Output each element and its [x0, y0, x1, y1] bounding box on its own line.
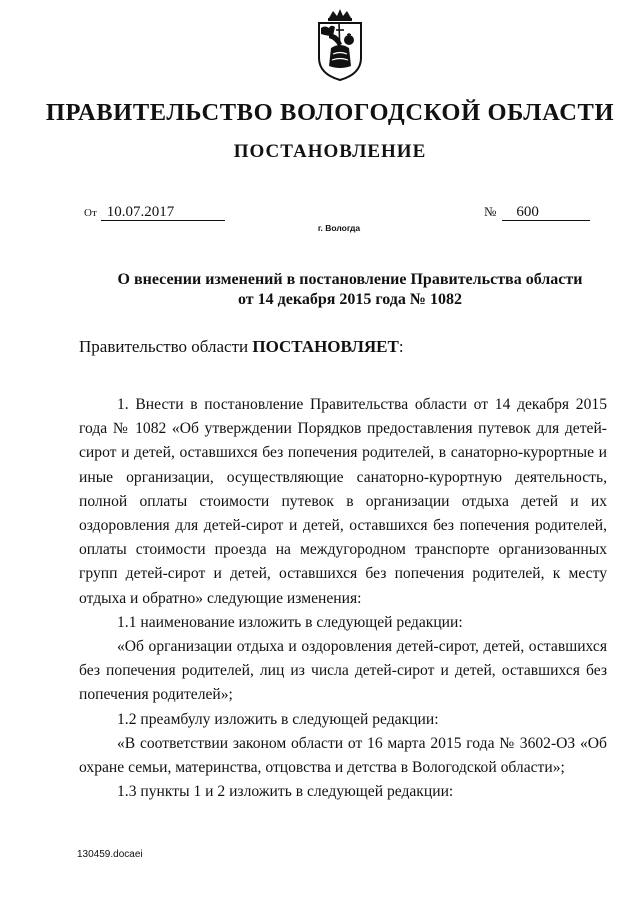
paragraph-1-2: 1.2 преамбулу изложить в следующей редакции: — [117, 710, 439, 728]
preamble-emphasis: ПОСТАНОВЛЯЕТ — [252, 337, 399, 356]
preamble-text: Правительство области — [79, 337, 253, 356]
city: г. Вологда — [317, 223, 361, 233]
paragraph-1-1-text: «Об организации отдыха и оздоровления детей-сирот, детей, оставшихся без попечения родителей, лиц из числа детей-сирот и детей, оставшихся без попечения родителей»; — [79, 638, 607, 704]
date-value: 10.07.2017 — [101, 204, 225, 221]
paragraph-1-3: 1.3 пункты 1 и 2 изложить в следующей редакции: — [117, 783, 454, 801]
date-label: От — [84, 207, 97, 219]
paragraph-1-2-text: «В соответствии законом области от 16 марта 2015 года № 3602-ОЗ «Об охране семьи, материнства, отцовства и детства в Вологодской области»; — [79, 734, 607, 777]
coat-of-arms-icon — [313, 8, 367, 82]
preamble — [79, 337, 404, 357]
subject-line-2: от 14 декабря 2015 года № 1082 — [238, 291, 462, 308]
document-body — [79, 393, 607, 804]
number-field — [484, 204, 590, 221]
government-title: ПРАВИТЕЛЬСТВО ВОЛОГОДСКОЙ ОБЛАСТИ — [45, 99, 615, 126]
paragraph-1-1: 1.1 наименование изложить в следующей редакции: — [117, 613, 463, 631]
date-field — [84, 204, 225, 221]
footer-filename: 130459.docaei — [77, 849, 143, 860]
number-label: № — [484, 204, 497, 219]
preamble-tail: : — [398, 337, 404, 356]
number-value: 600 — [502, 204, 590, 221]
paragraph-1: 1. Внести в постановление Правительства области от 14 декабря 2015 года № 1082 «Об утверждении Порядков предоставления путевок для детей-сирот и детей, оставшихся без попечения родителей, в санаторно-курортные и иные организации, осуществляющие санаторно-курортную деятельность, полной оплаты стоимости путевок в организации отдыха детей и их оздоровления для детей-сирот и детей, оставшихся без попечения родителей, оплаты стоимости проезда на междугородном транспорте организованных групп детей-сирот и детей, оставшихся без попечения родителей, к месту отдыха и обратно» следующие изменения: — [79, 396, 607, 607]
subject-line-1: О внесении изменений в постановление Правительства области — [117, 271, 583, 288]
document-type: ПОСТАНОВЛЕНИЕ — [233, 141, 427, 162]
document-subject — [100, 270, 600, 310]
